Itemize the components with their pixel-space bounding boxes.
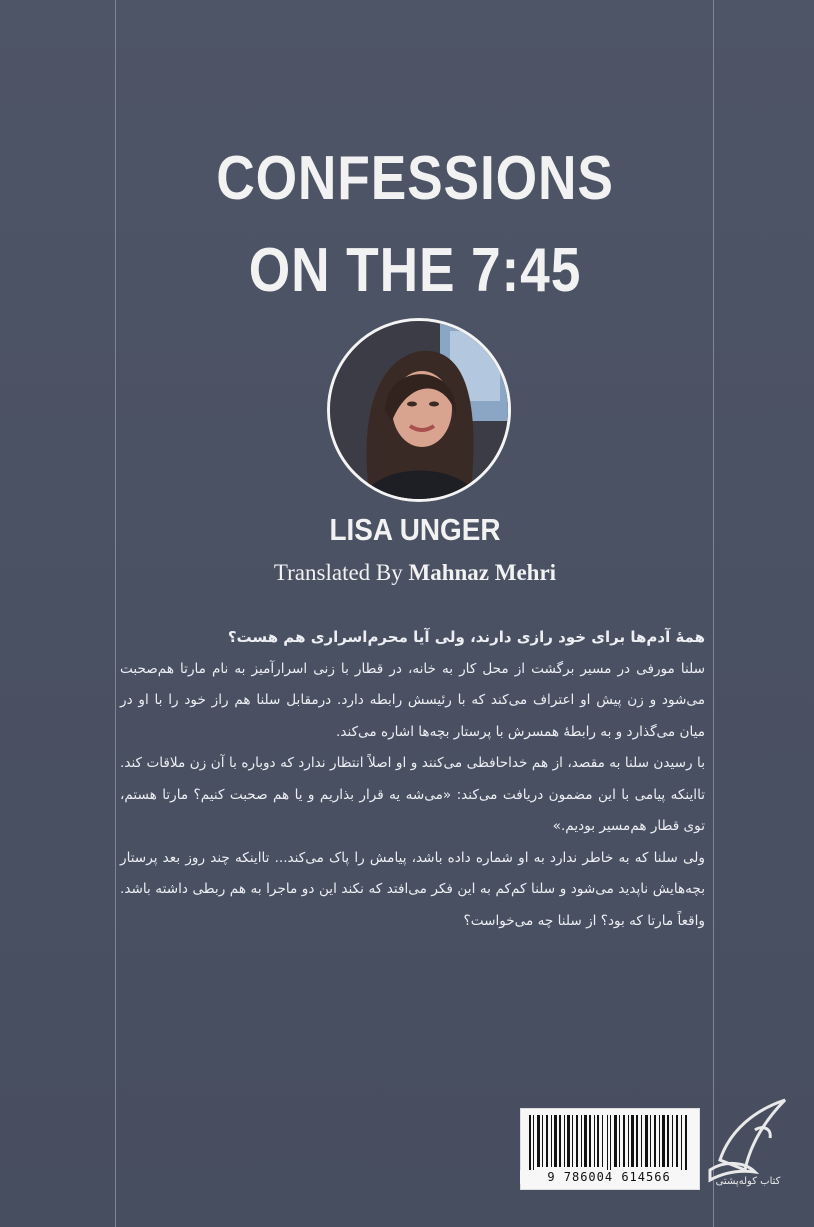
blurb-paragraph: ولی سلنا که به خاطر ندارد به او شماره داده باشد، پیامش را پاک می‌کند... تااینکه چند روز بعد پرستار بچه‌هایش ناپدید می‌شود و سلنا کم‌کم به این فکر می‌افتد که نکند این دو ماجرا به هم ربطی داشته باشد. واقعاً مارتا که بود؟ از سلنا چه می‌خواست؟ [120,849,705,929]
blurb-paragraph: سلنا مورفی در مسیر برگشت از محل کار به خانه، در قطار با زنی اسرارآمیز به نام مارتا هم‌صحبت می‌شود و زن پیش او اعتراف می‌کند که با رئیسش رابطه دارد. درمقابل سلنا هم راز خود را با او در میان می‌گذارد و به رابطهٔ همسرش با پرستار بچه‌ها اشاره می‌کند. [120,660,705,740]
translator-name: Mahnaz Mehri [408,560,557,585]
isbn-digits: 9 786004 614566 [520,1170,698,1184]
left-guide-line [115,0,116,1227]
title-line-2: ON THE 7:45 [248,236,582,305]
author-portrait [327,318,511,502]
barcode-bars [521,1109,699,1171]
translator-credit [115,560,715,586]
blurb [120,622,705,937]
blurb-heading: همهٔ آدم‌ها برای خود رازی دارند، ولی آیا محرم‌اسراری هم هست؟ [227,628,705,646]
author-name: LISA UNGER [329,512,501,547]
author-photo [330,321,508,499]
title-line-1: CONFESSIONS [216,144,614,213]
right-guide-line [713,0,714,1227]
publisher-name: کتاب کوله‌پشتی [715,1176,781,1187]
blurb-paragraph: با رسیدن سلنا به مقصد، از هم خداحافظی می‌کنند و او اصلاً انتظار ندارد که دوباره با آن زن ملاقات کند. تااینکه پیامی با این مضمون دریافت می‌کند: «می‌شه یه قرار بذاریم و یا هم صحبت کنیم؟ مارتا هستم، توی قطار هم‌مسیر بودیم.» [120,755,705,834]
translated-by-label: Translated By [273,560,403,585]
publisher-logo-icon [700,1090,796,1190]
